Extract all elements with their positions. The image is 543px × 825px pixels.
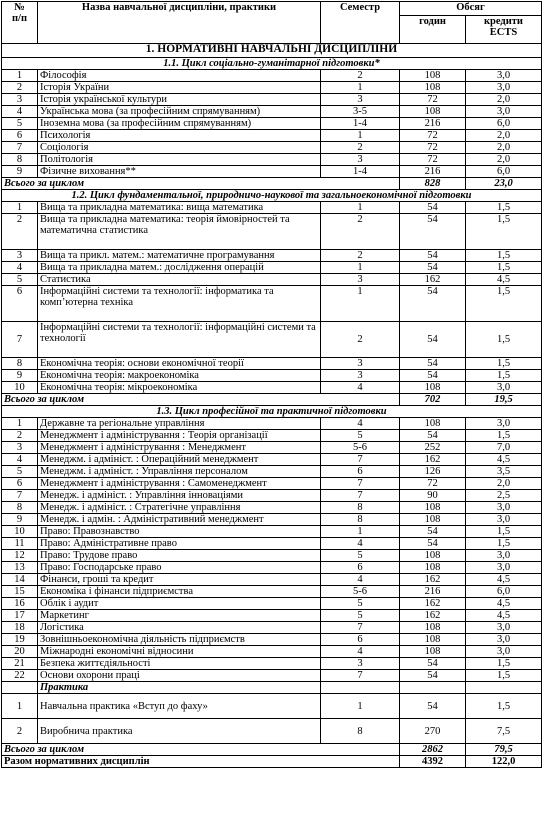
header-semester: Семестр bbox=[321, 2, 400, 44]
row-hours: 90 bbox=[400, 490, 466, 502]
grand-total-credits: 122,0 bbox=[466, 756, 542, 768]
row-number: 2 bbox=[2, 82, 38, 94]
row-semester: 3 bbox=[321, 94, 400, 106]
row-hours: 162 bbox=[400, 610, 466, 622]
table-row bbox=[2, 550, 542, 562]
row-hours: 54 bbox=[400, 670, 466, 682]
table-row bbox=[2, 646, 542, 658]
row-credits: 3,0 bbox=[466, 82, 542, 94]
row-hours: 108 bbox=[400, 562, 466, 574]
row-hours: 54 bbox=[400, 262, 466, 274]
discipline-name: Менеджмент і адміністрування : Менеджмент bbox=[38, 442, 321, 454]
row-semester: 7 bbox=[321, 478, 400, 490]
table-row bbox=[2, 526, 542, 538]
row-number: 7 bbox=[2, 490, 38, 502]
table-row bbox=[2, 262, 542, 274]
row-semester: 4 bbox=[321, 418, 400, 430]
row-semester: 1 bbox=[321, 286, 400, 322]
row-credits: 1,5 bbox=[466, 526, 542, 538]
row-credits: 3,0 bbox=[466, 382, 542, 394]
row-hours: 72 bbox=[400, 142, 466, 154]
row-number: 9 bbox=[2, 370, 38, 382]
section-title: 1. НОРМАТИВНІ НАВЧАЛЬНІ ДИСЦИПЛІНИ bbox=[2, 44, 542, 58]
discipline-name: Право: Адміністративне право bbox=[38, 538, 321, 550]
row-hours: 54 bbox=[400, 286, 466, 322]
row-number: 22 bbox=[2, 670, 38, 682]
row-hours: 108 bbox=[400, 514, 466, 526]
table-row bbox=[2, 610, 542, 622]
discipline-name: Менеджмент і адміністрування : Самоменеджмент bbox=[38, 478, 321, 490]
row-hours: 54 bbox=[400, 370, 466, 382]
row-number: 16 bbox=[2, 598, 38, 610]
row-semester: 5-6 bbox=[321, 586, 400, 598]
row-semester: 5 bbox=[321, 598, 400, 610]
table-row bbox=[2, 586, 542, 598]
row-semester: 6 bbox=[321, 562, 400, 574]
cycle-title: 1.3. Цикл професійної та практичної підготовки bbox=[2, 406, 542, 418]
row-number: 10 bbox=[2, 382, 38, 394]
row-number: 6 bbox=[2, 478, 38, 490]
row-credits: 2,0 bbox=[466, 94, 542, 106]
row-credits: 1,5 bbox=[466, 214, 542, 250]
row-hours: 54 bbox=[400, 322, 466, 358]
row-number: 13 bbox=[2, 562, 38, 574]
row-hours: 108 bbox=[400, 418, 466, 430]
row-hours: 108 bbox=[400, 106, 466, 118]
discipline-name: Історія України bbox=[38, 82, 321, 94]
table-row bbox=[2, 574, 542, 586]
table-row bbox=[2, 250, 542, 262]
table-row bbox=[2, 370, 542, 382]
row-credits: 1,5 bbox=[466, 358, 542, 370]
row-number: 10 bbox=[2, 526, 38, 538]
row-semester: 5-6 bbox=[321, 442, 400, 454]
row-number: 6 bbox=[2, 130, 38, 142]
row-credits bbox=[466, 682, 542, 694]
row-number: 8 bbox=[2, 358, 38, 370]
cycle-total-row bbox=[2, 744, 542, 756]
row-credits: 3,0 bbox=[466, 106, 542, 118]
cycle-total-row bbox=[2, 394, 542, 406]
row-number: 1 bbox=[2, 418, 38, 430]
row-number: 1 bbox=[2, 694, 38, 719]
row-semester: 8 bbox=[321, 514, 400, 526]
discipline-name: Менеджм. і адмініст. : Операційний менеджмент bbox=[38, 454, 321, 466]
table-row bbox=[2, 382, 542, 394]
table-row bbox=[2, 466, 542, 478]
row-semester: 2 bbox=[321, 250, 400, 262]
row-number: 15 bbox=[2, 586, 38, 598]
row-hours: 216 bbox=[400, 586, 466, 598]
discipline-name: Інформаційні системи та технології: інформаційні системи та технології bbox=[38, 322, 321, 358]
row-number: 2 bbox=[2, 430, 38, 442]
row-semester: 1 bbox=[321, 262, 400, 274]
grand-total-label: Разом нормативних дисциплін bbox=[2, 756, 400, 768]
row-hours: 54 bbox=[400, 430, 466, 442]
row-hours: 54 bbox=[400, 658, 466, 670]
row-semester: 2 bbox=[321, 322, 400, 358]
row-hours: 72 bbox=[400, 478, 466, 490]
discipline-name: Вища та прикладна математика: вища математика bbox=[38, 202, 321, 214]
row-semester: 2 bbox=[321, 142, 400, 154]
table-row bbox=[2, 154, 542, 166]
row-number: 11 bbox=[2, 538, 38, 550]
row-hours: 72 bbox=[400, 154, 466, 166]
row-hours: 162 bbox=[400, 574, 466, 586]
table-row bbox=[2, 274, 542, 286]
row-semester: 1 bbox=[321, 202, 400, 214]
discipline-name: Економічна теорія: мікроекономіка bbox=[38, 382, 321, 394]
row-hours: 108 bbox=[400, 70, 466, 82]
row-number: 19 bbox=[2, 634, 38, 646]
row-credits: 3,0 bbox=[466, 634, 542, 646]
row-hours: 108 bbox=[400, 382, 466, 394]
row-credits: 1,5 bbox=[466, 658, 542, 670]
row-credits: 1,5 bbox=[466, 322, 542, 358]
discipline-name: Історія української культури bbox=[38, 94, 321, 106]
row-credits: 1,5 bbox=[466, 430, 542, 442]
cycle-header-row bbox=[2, 58, 542, 70]
discipline-name: Право: Трудове право bbox=[38, 550, 321, 562]
row-number bbox=[2, 682, 38, 694]
row-number: 5 bbox=[2, 274, 38, 286]
row-credits: 3,0 bbox=[466, 502, 542, 514]
row-number: 6 bbox=[2, 286, 38, 322]
table-row bbox=[2, 202, 542, 214]
row-hours bbox=[400, 682, 466, 694]
row-hours: 54 bbox=[400, 250, 466, 262]
table-row bbox=[2, 622, 542, 634]
row-hours: 108 bbox=[400, 634, 466, 646]
row-semester: 4 bbox=[321, 574, 400, 586]
row-credits: 6,0 bbox=[466, 586, 542, 598]
row-credits: 3,0 bbox=[466, 418, 542, 430]
row-semester: 3 bbox=[321, 658, 400, 670]
row-semester: 2 bbox=[321, 70, 400, 82]
cycle-total-credits: 23,0 bbox=[466, 178, 542, 190]
discipline-name: Безпека життєдіяльності bbox=[38, 658, 321, 670]
row-semester: 5 bbox=[321, 550, 400, 562]
discipline-name: Менедж. і адмін. : Адміністративний менеджмент bbox=[38, 514, 321, 526]
cycle-total-label: Всього за циклом bbox=[2, 394, 400, 406]
cycle-total-credits: 19,5 bbox=[466, 394, 542, 406]
row-semester: 3 bbox=[321, 358, 400, 370]
row-semester: 2 bbox=[321, 214, 400, 250]
row-number: 3 bbox=[2, 250, 38, 262]
row-credits: 1,5 bbox=[466, 538, 542, 550]
row-credits: 2,0 bbox=[466, 130, 542, 142]
row-number: 5 bbox=[2, 466, 38, 478]
row-hours: 126 bbox=[400, 466, 466, 478]
cycle-total-hours: 828 bbox=[400, 178, 466, 190]
row-credits: 3,0 bbox=[466, 562, 542, 574]
row-semester: 8 bbox=[321, 719, 400, 744]
row-hours: 162 bbox=[400, 274, 466, 286]
header-name: Назва навчальної дисципліни, практики bbox=[38, 2, 321, 44]
discipline-name: Державне та регіональне управління bbox=[38, 418, 321, 430]
discipline-name: Менедж. і адмініст. : Стратегічне управління bbox=[38, 502, 321, 514]
discipline-name: Менеджмент і адміністрування : Теорія організації bbox=[38, 430, 321, 442]
cycle-total-label: Всього за циклом bbox=[2, 744, 400, 756]
cycle-total-hours: 702 bbox=[400, 394, 466, 406]
row-number: 3 bbox=[2, 94, 38, 106]
row-hours: 216 bbox=[400, 166, 466, 178]
row-semester: 1 bbox=[321, 130, 400, 142]
cycle-title: 1.1. Цикл соціально-гуманітарної підготовки* bbox=[2, 58, 542, 70]
cycle-total-label: Всього за циклом bbox=[2, 178, 400, 190]
row-hours: 54 bbox=[400, 538, 466, 550]
row-hours: 216 bbox=[400, 118, 466, 130]
row-credits: 7,5 bbox=[466, 719, 542, 744]
table-row bbox=[2, 442, 542, 454]
row-credits: 1,5 bbox=[466, 370, 542, 382]
curriculum-page bbox=[1, 1, 541, 768]
practice-row bbox=[2, 694, 542, 719]
row-number: 4 bbox=[2, 454, 38, 466]
row-number: 7 bbox=[2, 142, 38, 154]
row-number: 21 bbox=[2, 658, 38, 670]
row-hours: 72 bbox=[400, 130, 466, 142]
row-credits: 3,0 bbox=[466, 550, 542, 562]
header-hours: годин bbox=[400, 16, 466, 44]
row-hours: 54 bbox=[400, 202, 466, 214]
discipline-name: Соціологія bbox=[38, 142, 321, 154]
row-number: 2 bbox=[2, 719, 38, 744]
table-row bbox=[2, 514, 542, 526]
curriculum-table bbox=[1, 1, 542, 768]
row-number: 20 bbox=[2, 646, 38, 658]
row-number: 18 bbox=[2, 622, 38, 634]
discipline-name: Право: Господарське право bbox=[38, 562, 321, 574]
row-semester: 1 bbox=[321, 82, 400, 94]
row-number: 5 bbox=[2, 118, 38, 130]
row-credits: 3,0 bbox=[466, 514, 542, 526]
discipline-name: Політологія bbox=[38, 154, 321, 166]
discipline-name: Вища та прикладна матем.: дослідження операцій bbox=[38, 262, 321, 274]
row-credits: 4,5 bbox=[466, 598, 542, 610]
row-number: 7 bbox=[2, 322, 38, 358]
row-hours: 108 bbox=[400, 82, 466, 94]
cycle-header-row bbox=[2, 190, 542, 202]
header-volume: Обсяг bbox=[400, 2, 542, 16]
table-row bbox=[2, 418, 542, 430]
discipline-name: Фінанси, гроші та кредит bbox=[38, 574, 321, 586]
row-credits: 4,5 bbox=[466, 274, 542, 286]
row-number: 1 bbox=[2, 70, 38, 82]
discipline-name: Економічна теорія: макроекономіка bbox=[38, 370, 321, 382]
row-credits: 2,0 bbox=[466, 142, 542, 154]
row-credits: 4,5 bbox=[466, 574, 542, 586]
table-row bbox=[2, 478, 542, 490]
row-semester: 7 bbox=[321, 622, 400, 634]
table-row bbox=[2, 430, 542, 442]
row-number: 1 bbox=[2, 202, 38, 214]
row-semester: 5 bbox=[321, 610, 400, 622]
table-row bbox=[2, 94, 542, 106]
table-row bbox=[2, 322, 542, 358]
row-number: 8 bbox=[2, 154, 38, 166]
cycle-total-hours: 2862 bbox=[400, 744, 466, 756]
cycle-header-row bbox=[2, 406, 542, 418]
row-semester: 1-4 bbox=[321, 166, 400, 178]
row-credits: 6,0 bbox=[466, 118, 542, 130]
discipline-name: Економічна теорія: основи економічної теорії bbox=[38, 358, 321, 370]
row-number: 9 bbox=[2, 166, 38, 178]
practice-row bbox=[2, 719, 542, 744]
discipline-name: Менедж. і адмініст. : Управління інноваціями bbox=[38, 490, 321, 502]
cycle-title: 1.2. Цикл фундаментальної, природничо-наукової та загальноекономічної підготовки bbox=[2, 190, 542, 202]
row-number: 12 bbox=[2, 550, 38, 562]
row-semester: 1 bbox=[321, 526, 400, 538]
discipline-name: Вища та прикладна математика: теорія ймовірностей та математична статистика bbox=[38, 214, 321, 250]
row-semester: 5 bbox=[321, 430, 400, 442]
row-credits: 3,0 bbox=[466, 646, 542, 658]
discipline-name: Облік і аудит bbox=[38, 598, 321, 610]
discipline-name: Виробнича практика bbox=[38, 719, 321, 744]
discipline-name: Вища та прикл. матем.: математичне програмування bbox=[38, 250, 321, 262]
table-row bbox=[2, 658, 542, 670]
row-credits: 7,0 bbox=[466, 442, 542, 454]
row-hours: 108 bbox=[400, 622, 466, 634]
row-semester: 6 bbox=[321, 634, 400, 646]
row-number: 3 bbox=[2, 442, 38, 454]
table-row bbox=[2, 82, 542, 94]
discipline-name: Економіка і фінанси підприємства bbox=[38, 586, 321, 598]
row-credits: 3,0 bbox=[466, 622, 542, 634]
row-semester: 3-5 bbox=[321, 106, 400, 118]
row-number: 9 bbox=[2, 514, 38, 526]
table-row bbox=[2, 214, 542, 250]
row-number: 4 bbox=[2, 106, 38, 118]
row-credits: 3,5 bbox=[466, 466, 542, 478]
row-number: 8 bbox=[2, 502, 38, 514]
table-row bbox=[2, 118, 542, 130]
discipline-name: Міжнародні економічні відносини bbox=[38, 646, 321, 658]
row-semester: 4 bbox=[321, 538, 400, 550]
row-hours: 54 bbox=[400, 694, 466, 719]
row-semester: 6 bbox=[321, 466, 400, 478]
discipline-name: Філософія bbox=[38, 70, 321, 82]
row-number: 14 bbox=[2, 574, 38, 586]
table-row bbox=[2, 634, 542, 646]
row-credits: 4,5 bbox=[466, 454, 542, 466]
table-row bbox=[2, 562, 542, 574]
row-number: 17 bbox=[2, 610, 38, 622]
row-credits: 2,5 bbox=[466, 490, 542, 502]
row-semester bbox=[321, 682, 400, 694]
cycle-total-credits: 79,5 bbox=[466, 744, 542, 756]
row-credits: 2,0 bbox=[466, 154, 542, 166]
row-semester: 8 bbox=[321, 502, 400, 514]
discipline-name: Фізичне виховання** bbox=[38, 166, 321, 178]
row-hours: 162 bbox=[400, 598, 466, 610]
cycle-total-row bbox=[2, 178, 542, 190]
row-semester: 7 bbox=[321, 490, 400, 502]
row-hours: 270 bbox=[400, 719, 466, 744]
discipline-name: Менеджм. і адмініст. : Управління персоналом bbox=[38, 466, 321, 478]
row-semester: 1 bbox=[321, 694, 400, 719]
row-credits: 1,5 bbox=[466, 670, 542, 682]
row-semester: 3 bbox=[321, 154, 400, 166]
grand-total-hours: 4392 bbox=[400, 756, 466, 768]
discipline-name: Іноземна мова (за професійним спрямуванням) bbox=[38, 118, 321, 130]
table-row bbox=[2, 598, 542, 610]
discipline-name: Статистика bbox=[38, 274, 321, 286]
row-hours: 54 bbox=[400, 526, 466, 538]
table-row bbox=[2, 490, 542, 502]
row-credits: 2,0 bbox=[466, 478, 542, 490]
header-credits: кредити ECTS bbox=[466, 16, 542, 44]
discipline-name: Навчальна практика «Вступ до фаху» bbox=[38, 694, 321, 719]
row-credits: 1,5 bbox=[466, 250, 542, 262]
row-credits: 1,5 bbox=[466, 694, 542, 719]
grand-total-row bbox=[2, 756, 542, 768]
discipline-name: Інформаційні системи та технології: інформатика та комп’ютерна техніка bbox=[38, 286, 321, 322]
curriculum-body bbox=[2, 44, 542, 768]
row-semester: 3 bbox=[321, 274, 400, 286]
table-row bbox=[2, 358, 542, 370]
row-semester: 7 bbox=[321, 454, 400, 466]
row-credits: 1,5 bbox=[466, 286, 542, 322]
practice-header-row bbox=[2, 682, 542, 694]
row-semester: 1-4 bbox=[321, 118, 400, 130]
discipline-name: Українська мова (за професійним спрямуванням) bbox=[38, 106, 321, 118]
header-number: № п/п bbox=[2, 2, 38, 44]
table-row bbox=[2, 502, 542, 514]
table-row bbox=[2, 166, 542, 178]
row-semester: 3 bbox=[321, 370, 400, 382]
table-row bbox=[2, 454, 542, 466]
discipline-name: Право: Правознавство bbox=[38, 526, 321, 538]
row-hours: 72 bbox=[400, 94, 466, 106]
table-row bbox=[2, 286, 542, 322]
row-hours: 54 bbox=[400, 214, 466, 250]
row-number: 2 bbox=[2, 214, 38, 250]
row-hours: 108 bbox=[400, 502, 466, 514]
discipline-name: Основи охорони праці bbox=[38, 670, 321, 682]
row-credits: 3,0 bbox=[466, 70, 542, 82]
row-semester: 7 bbox=[321, 670, 400, 682]
row-semester: 4 bbox=[321, 382, 400, 394]
table-row bbox=[2, 670, 542, 682]
discipline-name: Маркетинг bbox=[38, 610, 321, 622]
table-row bbox=[2, 538, 542, 550]
row-hours: 162 bbox=[400, 454, 466, 466]
row-hours: 108 bbox=[400, 646, 466, 658]
discipline-name: Зовнішньоекономічна діяльність підприємств bbox=[38, 634, 321, 646]
row-number: 4 bbox=[2, 262, 38, 274]
row-hours: 108 bbox=[400, 550, 466, 562]
row-credits: 1,5 bbox=[466, 262, 542, 274]
row-credits: 1,5 bbox=[466, 202, 542, 214]
row-hours: 252 bbox=[400, 442, 466, 454]
table-row bbox=[2, 130, 542, 142]
row-credits: 6,0 bbox=[466, 166, 542, 178]
row-semester: 4 bbox=[321, 646, 400, 658]
row-hours: 54 bbox=[400, 358, 466, 370]
table-row bbox=[2, 106, 542, 118]
table-row bbox=[2, 142, 542, 154]
discipline-name: Логістика bbox=[38, 622, 321, 634]
practice-title: Практика bbox=[38, 682, 321, 694]
discipline-name: Психологія bbox=[38, 130, 321, 142]
table-row bbox=[2, 70, 542, 82]
row-credits: 4,5 bbox=[466, 610, 542, 622]
